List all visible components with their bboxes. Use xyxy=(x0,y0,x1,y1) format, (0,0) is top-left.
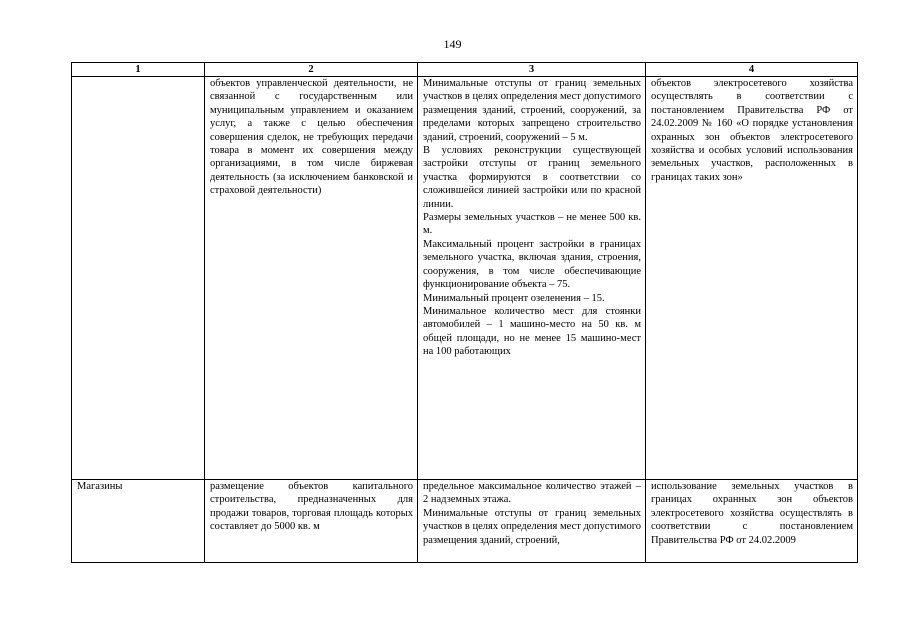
parameter-paragraph: Максимальный процент застройки в границах земельного участка, включая здания, строения, сооружения, в том числе обеспечивающие функционирование объекта – 75. xyxy=(423,238,641,291)
parameter-paragraph: Минимальное количество мест для стоянки автомобилей – 1 машино-место на 50 кв. м общей площади, но не менее 15 машино-мест на 100 работающих xyxy=(423,305,641,358)
column-header: 3 xyxy=(418,63,646,77)
parameter-paragraph: Минимальные отступы от границ земельных участков в целях определения мест допустимого размещения зданий, строений, xyxy=(423,507,641,546)
land-use-name-cell: Магазины xyxy=(72,480,205,563)
restrictions-cell: использование земельных участков в границах охранных зон объектов электросетевого хозяйства осуществлять в соответствии с постановлением Правительства РФ от 24.02.2009 xyxy=(646,480,858,563)
parameters-cell xyxy=(418,77,646,480)
restrictions-cell: объектов электросетевого хозяйства осуществлять в соответствии с постановлением Правительства РФ от 24.02.2009 № 160 «О порядке установления охранных зон объектов электросетевого хозяйства и особых условий использования земельных участков, расположенных в границах таких зон» xyxy=(646,77,858,480)
parameter-paragraph: Минимальный процент озеленения – 15. xyxy=(423,292,605,304)
parameter-paragraph: предельное максимальное количество этажей – 2 надземных этажа. xyxy=(423,481,641,506)
parameter-paragraph: В условиях реконструкции существующей застройки отступы от границ земельного участка формируются в соответствии со сложившейся линией застройки или по красной линии. xyxy=(423,145,641,210)
land-use-description-cell: размещение объектов капитального строительства, предназначенных для продажи товаров, торговая площадь которых составляет до 5000 кв. м xyxy=(205,480,418,563)
parameters-cell xyxy=(418,480,646,563)
table-row xyxy=(72,480,858,563)
page-number: 149 xyxy=(443,37,462,51)
column-header: 4 xyxy=(646,63,858,77)
column-header: 2 xyxy=(205,63,418,77)
land-use-description-cell: объектов управленческой деятельности, не связанной с государственным или муниципальным управлением и оказанием услуг, а также с целью обеспечения совершения сделок, не требующих передачи товара в момент их совершения между организациями, в том числе биржевая деятельность (за исключением банковской и страховой деятельности) xyxy=(205,77,418,480)
parameter-paragraph: Минимальные отступы от границ земельных участков в целях определения мест допустимого размещения зданий, строений, сооружений, за пределами которых запрещено строительство зданий, строений, сооружений – 5 м. xyxy=(423,78,641,143)
zoning-table xyxy=(71,62,858,563)
land-use-name-cell xyxy=(72,77,205,480)
table-header-row xyxy=(72,63,858,77)
table-row xyxy=(72,77,858,480)
parameter-paragraph: Размеры земельных участков – не менее 500 кв. м. xyxy=(423,212,641,237)
column-header: 1 xyxy=(72,63,205,77)
